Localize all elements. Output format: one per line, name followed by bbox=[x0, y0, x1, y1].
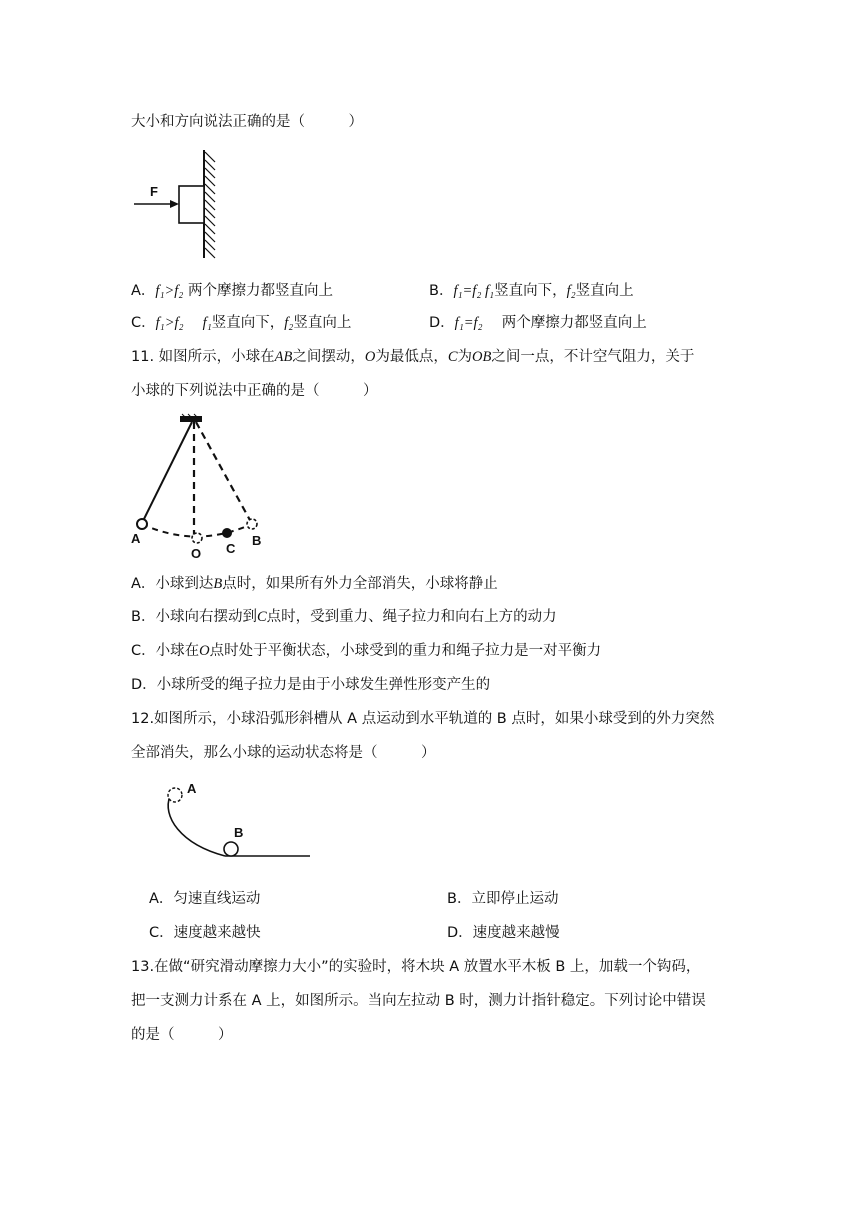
q11-label-C: C bbox=[226, 541, 236, 556]
q12-option-d[interactable]: D．速度越来越慢 bbox=[447, 925, 560, 941]
q11-label-A: A bbox=[131, 531, 141, 546]
q13-stem-line-2: 把一支测力计系在 A 上，如图所示。当向左拉动 B 时，测力计指针稳定。下列讨论中错误 bbox=[131, 993, 706, 1009]
q12-option-c[interactable]: C．速度越来越快 bbox=[149, 925, 261, 941]
q11-stem-line-2: 小球的下列说法中正确的是（ ） bbox=[131, 383, 378, 399]
q13-stem-line-1: 13.在做“研究滑动摩擦力大小”的实验时，将木块 A 放置水平木板 B 上，加载一个钩码， bbox=[131, 959, 701, 975]
q13-stem-line-3: 的是（ ） bbox=[131, 1027, 233, 1043]
q12-label-B: B bbox=[234, 825, 244, 840]
q10-option-d[interactable]: D．f₁=f₂ 两个摩擦力都竖直向上 bbox=[429, 315, 647, 331]
q11-option-b[interactable]: B．小球向右摆动到C点时，受到重力、绳子拉力和向右上方的动力 bbox=[131, 609, 557, 625]
q11-label-B: B bbox=[252, 533, 262, 548]
q12-option-a[interactable]: A．匀速直线运动 bbox=[149, 891, 261, 907]
q11-option-d[interactable]: D．小球所受的绳子拉力是由于小球发生弹性形变产生的 bbox=[131, 677, 491, 693]
q12-label-A: A bbox=[187, 781, 197, 796]
q11-figure-pendulum bbox=[128, 414, 278, 564]
q12-option-b[interactable]: B．立即停止运动 bbox=[447, 891, 559, 907]
q10-label-F: F bbox=[150, 184, 158, 199]
q12-figure-track bbox=[150, 778, 320, 862]
q11-label-O: O bbox=[191, 546, 202, 561]
q10-option-b[interactable]: B．f₁=f₂ f₁竖直向下，f₂竖直向上 bbox=[429, 283, 634, 299]
q10-stem-tail: 大小和方向说法正确的是（ ） bbox=[131, 114, 363, 130]
q10-option-c[interactable]: C．f₁>f₂ f₁竖直向下，f₂竖直向上 bbox=[131, 315, 352, 331]
q12-stem-line-2: 全部消失，那么小球的运动状态将是（ ） bbox=[131, 745, 436, 761]
q11-option-c[interactable]: C．小球在O点时处于平衡状态，小球受到的重力和绳子拉力是一对平衡力 bbox=[131, 643, 602, 659]
q10-option-a[interactable]: A．f₁>f₂ 两个摩擦力都竖直向上 bbox=[131, 283, 333, 299]
q10-figure-block-wall bbox=[120, 148, 230, 260]
q11-stem-line-1: 11. 如图所示，小球在AB之间摆动，O为最低点，C为OB之间一点，不计空气阻力，关于 bbox=[131, 349, 695, 365]
q11-option-a[interactable]: A．小球到达B点时，如果所有外力全部消失，小球将静止 bbox=[131, 576, 498, 592]
q12-stem-line-1: 12.如图所示，小球沿弧形斜槽从 A 点运动到水平轨道的 B 点时，如果小球受到的外力突然 bbox=[131, 711, 715, 727]
